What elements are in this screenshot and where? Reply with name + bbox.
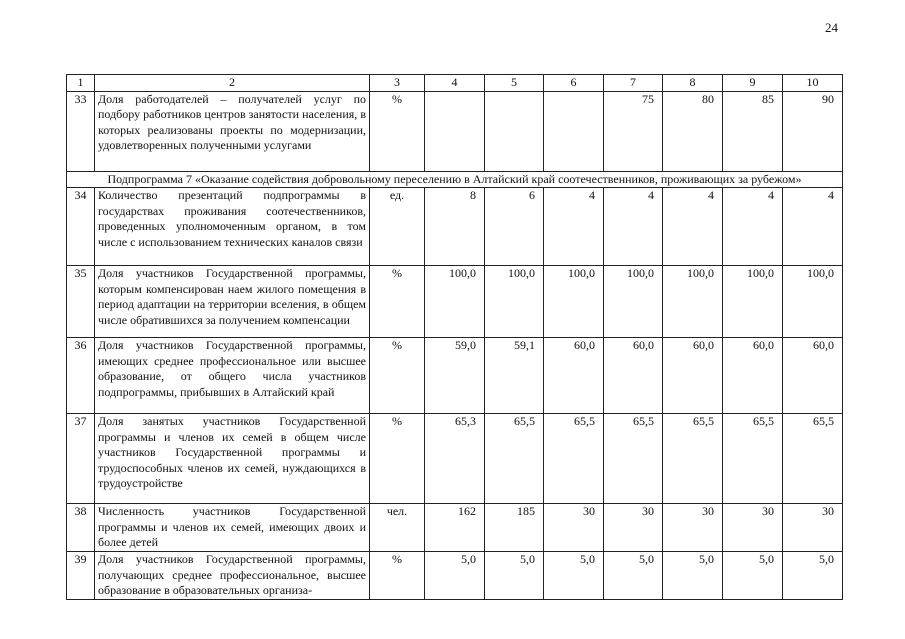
value-cell: 65,5 bbox=[663, 414, 723, 504]
value-cell: 60,0 bbox=[544, 338, 604, 414]
table-row bbox=[67, 91, 843, 171]
value-cell bbox=[425, 91, 485, 171]
unit-cell: % bbox=[370, 266, 425, 338]
table-row bbox=[67, 504, 843, 552]
value-cell: 100,0 bbox=[604, 266, 663, 338]
row-number: 36 bbox=[67, 338, 95, 414]
value-cell: 100,0 bbox=[425, 266, 485, 338]
value-cell: 5,0 bbox=[783, 552, 843, 600]
value-cell: 65,3 bbox=[425, 414, 485, 504]
value-cell: 5,0 bbox=[485, 552, 544, 600]
indicator-name: Доля работодателей – получателей услуг по подбору работников центров занятости населения, в которых реализованы проекты по модернизации, удовлетворенных полученными услугами bbox=[95, 91, 370, 171]
value-cell: 65,5 bbox=[544, 414, 604, 504]
indicator-name: Доля участников Государственной программы, получающих среднее профессиональное, высшее образование в образовательных организа- bbox=[95, 552, 370, 600]
row-number: 35 bbox=[67, 266, 95, 338]
value-cell: 85 bbox=[723, 91, 783, 171]
unit-cell: % bbox=[370, 552, 425, 600]
unit-cell: % bbox=[370, 338, 425, 414]
value-cell: 5,0 bbox=[663, 552, 723, 600]
subprogram-title: Подпрограмма 7 «Оказание содействия добровольному переселению в Алтайский край соотечественников, проживающих за рубежом» bbox=[67, 171, 843, 188]
value-cell: 65,5 bbox=[485, 414, 544, 504]
header-cell: 8 bbox=[663, 75, 723, 92]
value-cell: 60,0 bbox=[783, 338, 843, 414]
unit-cell: ед. bbox=[370, 188, 425, 266]
value-cell: 60,0 bbox=[723, 338, 783, 414]
row-number: 34 bbox=[67, 188, 95, 266]
subprogram-row bbox=[67, 171, 843, 188]
value-cell: 30 bbox=[663, 504, 723, 552]
header-cell: 7 bbox=[604, 75, 663, 92]
table-row bbox=[67, 552, 843, 600]
value-cell: 6 bbox=[485, 188, 544, 266]
value-cell: 5,0 bbox=[723, 552, 783, 600]
value-cell: 4 bbox=[663, 188, 723, 266]
indicator-name: Доля занятых участников Государственной программы и членов их семей в общем числе участников Государственной программы и трудоспособных членов их семей, нуждающихся в трудоустройстве bbox=[95, 414, 370, 504]
value-cell: 30 bbox=[544, 504, 604, 552]
unit-cell: % bbox=[370, 414, 425, 504]
value-cell: 8 bbox=[425, 188, 485, 266]
header-cell: 6 bbox=[544, 75, 604, 92]
table-row bbox=[67, 266, 843, 338]
header-cell: 2 bbox=[95, 75, 370, 92]
page-number: 24 bbox=[825, 20, 838, 35]
value-cell: 100,0 bbox=[783, 266, 843, 338]
value-cell: 100,0 bbox=[663, 266, 723, 338]
value-cell: 65,5 bbox=[783, 414, 843, 504]
value-cell: 5,0 bbox=[604, 552, 663, 600]
header-cell: 4 bbox=[425, 75, 485, 92]
row-number: 38 bbox=[67, 504, 95, 552]
value-cell: 65,5 bbox=[723, 414, 783, 504]
value-cell: 5,0 bbox=[425, 552, 485, 600]
value-cell: 4 bbox=[783, 188, 843, 266]
indicator-name: Численность участников Государственной программы и членов их семей, имеющих двоих и более детей bbox=[95, 504, 370, 552]
value-cell: 59,0 bbox=[425, 338, 485, 414]
header-cell: 5 bbox=[485, 75, 544, 92]
indicator-name: Доля участников Государственной программы, имеющих среднее профессиональное или высшее образование, от общего числа участников подпрограммы, прибывших в Алтайский край bbox=[95, 338, 370, 414]
table-row bbox=[67, 338, 843, 414]
value-cell: 60,0 bbox=[604, 338, 663, 414]
value-cell: 4 bbox=[604, 188, 663, 266]
value-cell: 185 bbox=[485, 504, 544, 552]
value-cell: 4 bbox=[544, 188, 604, 266]
value-cell: 65,5 bbox=[604, 414, 663, 504]
value-cell: 5,0 bbox=[544, 552, 604, 600]
row-number: 33 bbox=[67, 91, 95, 171]
value-cell: 30 bbox=[604, 504, 663, 552]
indicators-table bbox=[66, 74, 843, 600]
unit-cell: чел. bbox=[370, 504, 425, 552]
value-cell: 4 bbox=[723, 188, 783, 266]
indicator-name: Количество презентаций подпрограммы в государствах проживания соотечественников, проведенных уполномоченным органом, в том числе с использованием технических каналов связи bbox=[95, 188, 370, 266]
value-cell bbox=[485, 91, 544, 171]
unit-cell: % bbox=[370, 91, 425, 171]
value-cell: 90 bbox=[783, 91, 843, 171]
value-cell: 100,0 bbox=[723, 266, 783, 338]
value-cell: 30 bbox=[723, 504, 783, 552]
value-cell: 100,0 bbox=[485, 266, 544, 338]
table-row bbox=[67, 188, 843, 266]
value-cell: 60,0 bbox=[663, 338, 723, 414]
table-row bbox=[67, 414, 843, 504]
value-cell: 100,0 bbox=[544, 266, 604, 338]
value-cell bbox=[544, 91, 604, 171]
table-header-row bbox=[67, 75, 843, 92]
header-cell: 9 bbox=[723, 75, 783, 92]
value-cell: 59,1 bbox=[485, 338, 544, 414]
value-cell: 30 bbox=[783, 504, 843, 552]
row-number: 39 bbox=[67, 552, 95, 600]
header-cell: 1 bbox=[67, 75, 95, 92]
row-number: 37 bbox=[67, 414, 95, 504]
value-cell: 162 bbox=[425, 504, 485, 552]
indicator-name: Доля участников Государственной программы, которым компенсирован наем жилого помещения в период адаптации на территории вселения, в общем числе обратившихся за получением компенсации bbox=[95, 266, 370, 338]
value-cell: 80 bbox=[663, 91, 723, 171]
value-cell: 75 bbox=[604, 91, 663, 171]
header-cell: 3 bbox=[370, 75, 425, 92]
header-cell: 10 bbox=[783, 75, 843, 92]
